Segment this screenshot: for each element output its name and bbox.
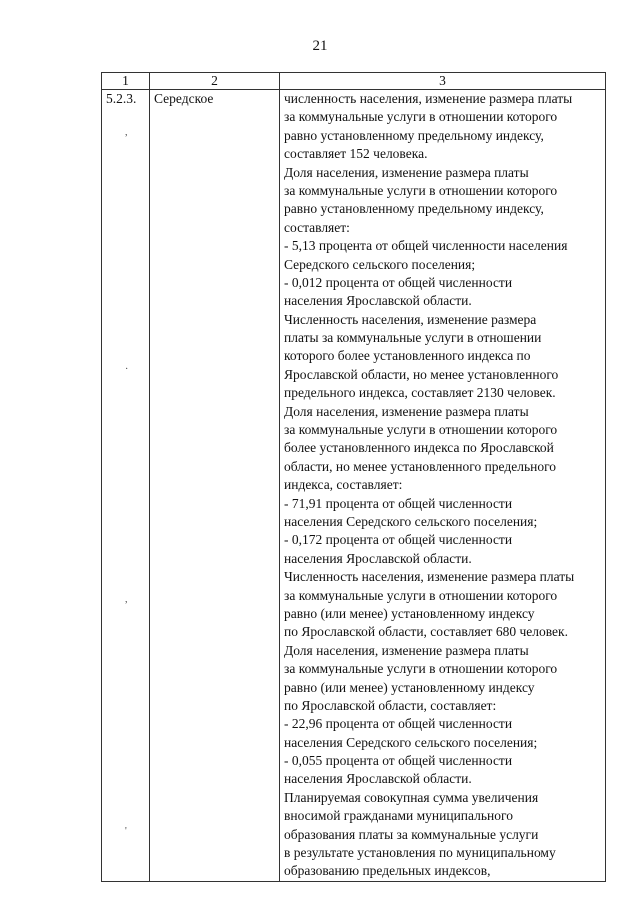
column-header-3: 3 [280,73,606,90]
text-line: за коммунальные услуги в отношении которого [284,422,558,438]
row-number: 5.2.3. [106,91,137,106]
text-line: населения Ярославской области. [284,293,472,309]
column-header-2: 2 [150,73,280,90]
text-line: в результате установления по муниципальному [284,845,556,861]
text-line: населения Середского сельского поселения; [284,734,538,750]
text-line: равно (или менее) установленному индексу [284,605,535,621]
table-header-row [102,73,606,90]
text-line: населения Ярославской области. [284,550,472,566]
text-line: за коммунальные услуги в отношении которого [284,109,558,125]
text-line: вносимой гражданами муниципального [284,808,513,824]
text-line: составляет: [284,219,350,235]
text-line: - 0,012 процента от общей численности [284,274,513,290]
text-line: области, но менее установленного предельного [284,458,557,474]
text-line: составляет 152 человека. [284,146,428,162]
text-line: - 71,91 процента от общей численности [284,495,513,511]
text-line: индекса, составляет: [284,477,403,493]
text-line: Доля населения, изменение размера платы [284,403,529,419]
description-text [284,90,605,881]
text-line: населения Середского сельского поселения; [284,513,538,529]
text-line: Доля населения, изменение размера платы [284,164,529,180]
municipality-name: Середское [154,91,214,106]
text-line: предельного индекса, составляет 2130 человек. [284,385,556,401]
text-line: за коммунальные услуги в отношении которого [284,182,558,198]
row-number-cell [102,90,150,882]
column-header-1: 1 [102,73,150,90]
text-line: по Ярославской области, составляет 680 человек. [284,624,568,640]
text-line: равно установленному предельному индексу, [284,201,544,217]
text-line: более установленного индекса по Ярославской [284,440,554,456]
text-line: Численность населения, изменение размера [284,311,537,327]
document-table [101,72,606,882]
text-line: равно установленному предельному индексу, [284,127,544,143]
text-line: населения Ярославской области. [284,771,472,787]
text-line: - 0,055 процента от общей численности [284,753,513,769]
text-line: Планируемая совокупная сумма увеличения [284,789,539,805]
text-line: образования платы за коммунальные услуги [284,826,539,842]
text-line: за коммунальные услуги в отношении которого [284,661,558,677]
text-line: по Ярославской области, составляет: [284,697,497,713]
scan-mark: , [125,127,128,138]
text-line: которого более установленного индекса по [284,348,531,364]
text-line: Ярославской области, но менее установленного [284,366,559,382]
text-line: образованию предельных индексов, [284,863,491,879]
text-line: численность населения, изменение размера платы [284,91,573,106]
text-line: - 0,172 процента от общей численности [284,532,513,548]
page-number: 21 [312,38,328,54]
scan-mark: · [125,364,129,375]
text-line: - 5,13 процента от общей численности населения [284,238,568,254]
text-line: Середского сельского поселения; [284,256,476,272]
text-line: - 22,96 процента от общей численности [284,716,513,732]
text-line: Численность населения, изменение размера платы [284,569,575,585]
text-line: Доля населения, изменение размера платы [284,642,529,658]
text-line: платы за коммунальные услуги в отношении [284,330,542,346]
table-row [102,90,606,882]
text-line: равно (или менее) установленному индексу [284,679,535,695]
text-line: за коммунальные услуги в отношении которого [284,587,558,603]
scan-mark: ' [125,826,127,837]
scan-mark: , [125,594,128,605]
description-cell [280,90,606,882]
municipality-cell [150,90,280,882]
